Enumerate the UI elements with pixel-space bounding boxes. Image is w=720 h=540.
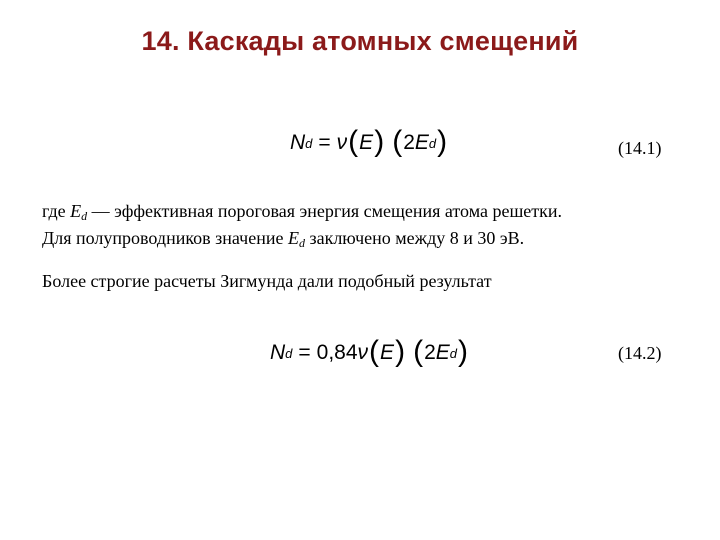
- formula1-equals: =: [318, 131, 331, 154]
- line2-sub: d: [298, 236, 305, 250]
- formula2-equals: =: [298, 341, 311, 364]
- equation-number-14-1: (14.1): [618, 138, 662, 158]
- paragraph-line-2: [42, 227, 562, 254]
- formula1-open-paren-2: (: [392, 125, 403, 158]
- formula1-E: E: [359, 131, 374, 154]
- line2-rest: заключено между 8 и 30 эВ.: [304, 228, 525, 248]
- formula2-close-paren-2: ): [458, 335, 468, 368]
- formula2-E2-sub: d: [449, 345, 457, 361]
- formula1-N-sub: d: [305, 135, 313, 151]
- formula-14-2: [270, 335, 469, 368]
- formula1-E2: E: [414, 131, 429, 154]
- formula1-N: N: [290, 131, 306, 154]
- slide-title: 14. Каскады атомных смещений: [141, 26, 579, 56]
- line1-symbol: E: [70, 201, 82, 221]
- formula1-close-paren-2: ): [437, 125, 448, 158]
- line2-prefix: Для полупроводников значение: [42, 228, 288, 248]
- formula2-E: E: [380, 341, 395, 364]
- formula2-close-paren-1: ): [395, 335, 406, 368]
- line1-rest: — эффективная пороговая энергия смещения атома решетки.: [87, 201, 563, 221]
- paragraph-definition: [42, 200, 562, 254]
- formula2-coef-num: 0,84: [316, 341, 358, 364]
- formula2-N: N: [270, 341, 286, 364]
- formula1-nu: ν: [336, 131, 348, 154]
- line1-prefix: где: [42, 201, 71, 221]
- line2-symbol: E: [287, 228, 299, 248]
- equation-number-14-2: (14.2): [618, 343, 662, 363]
- formula-14-1: [290, 125, 448, 158]
- formula2-open-paren-2: (: [413, 335, 424, 368]
- paragraph-sigmund: Более строгие расчеты Зигмунда дали подобный результат: [42, 271, 492, 291]
- formula1-close-paren-1: ): [374, 125, 385, 158]
- formula1-open-paren-1: (: [348, 125, 359, 158]
- formula2-N-sub: d: [285, 345, 293, 361]
- formula2-open-paren-1: (: [369, 335, 380, 368]
- formula2-coef: 2: [424, 341, 436, 364]
- formula1-E2-sub: d: [428, 135, 437, 151]
- formula2-nu: ν: [357, 341, 369, 364]
- formula1-coef: 2: [403, 131, 415, 154]
- paragraph-line-1: [42, 200, 562, 227]
- line1-sub: d: [81, 209, 88, 223]
- formula2-E2: E: [435, 341, 450, 364]
